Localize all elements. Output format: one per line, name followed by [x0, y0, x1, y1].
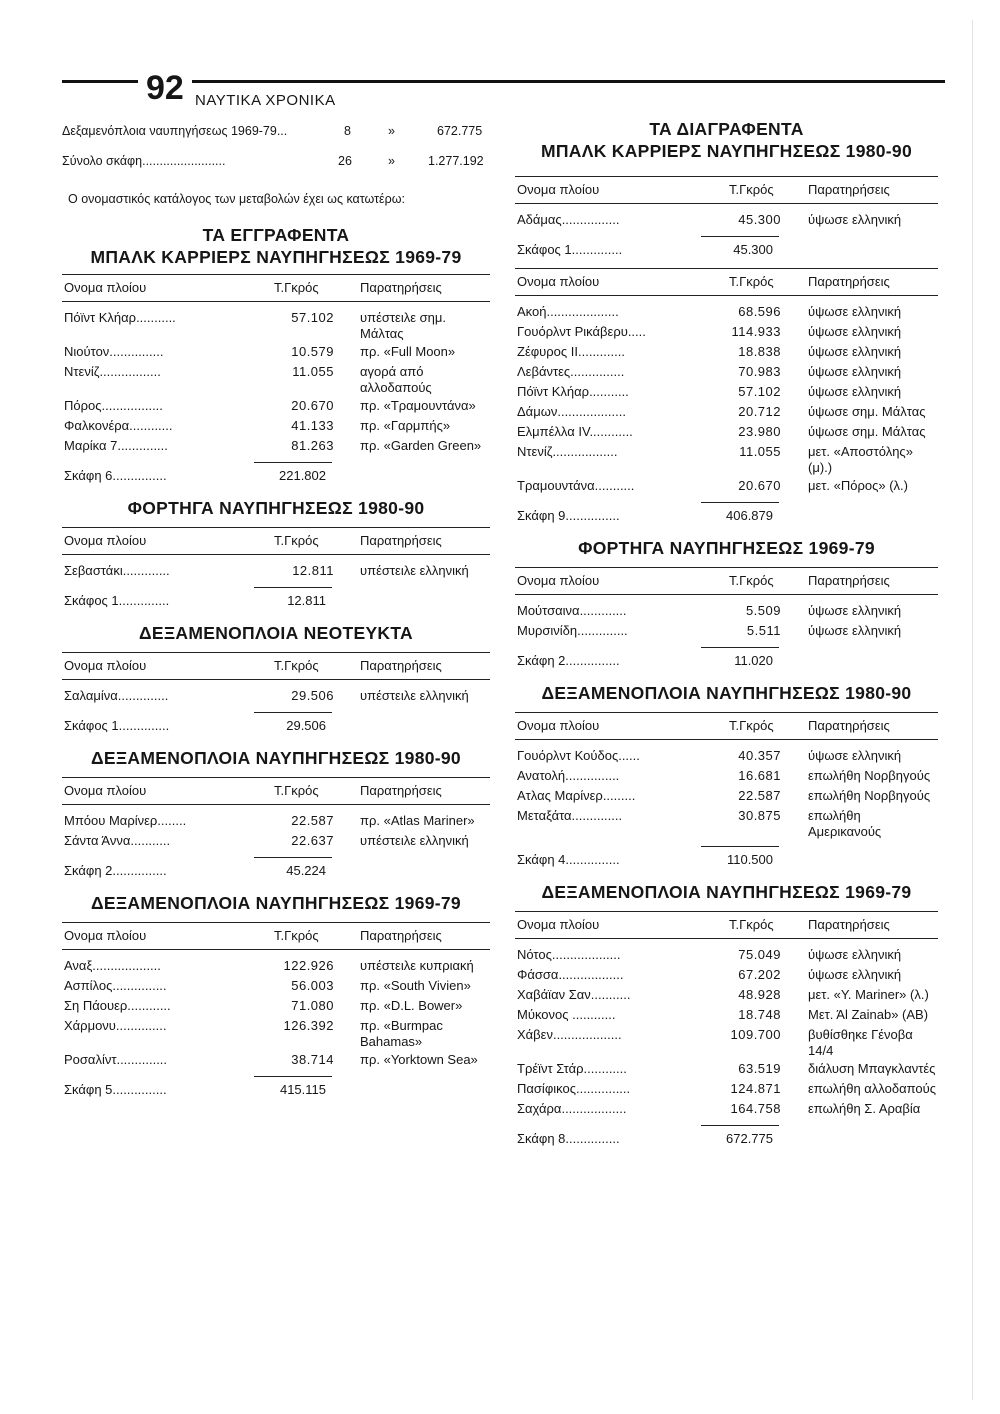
gross-tonnage: 20.712 [738, 404, 781, 419]
table-spacer [62, 302, 490, 308]
total-grt: 29.506 [286, 718, 326, 733]
column-header-name: Ονομα πλοίου [517, 917, 600, 932]
remarks: μετ. «Αποστόλης» (μ).) [808, 444, 913, 475]
table-row [515, 987, 938, 1005]
main-heading-line2: ΜΠΑΛΚ ΚΑΡΡΙΕΡΣ ΝΑΥΠΗΓΗΣΕΩΣ 1969-79 [90, 247, 462, 267]
table-row [515, 444, 938, 476]
gross-tonnage: 18.748 [738, 1007, 781, 1022]
intro-note: Ο ονομαστικός κατάλογος των μεταβολών έχει ως κατωτέρω: [68, 192, 405, 206]
total-grt: 110.500 [726, 852, 773, 867]
ship-name: Μυρσινίδη.............. [517, 623, 628, 638]
table-header [515, 712, 938, 740]
table-row [62, 563, 490, 581]
summary-row [62, 148, 490, 178]
ship-name: Ροσαλίντ.............. [64, 1052, 168, 1067]
ship-name: Σάντα Άννα........... [64, 833, 171, 848]
ship-name: Ντενίζ................. [64, 364, 161, 379]
remarks: ύψωσε σημ. Μάλτας [808, 404, 926, 419]
remarks: πρ. «Τραμουντάνα» [360, 398, 476, 413]
ship-name: Πασίφικος............... [517, 1081, 631, 1096]
right-column [515, 118, 938, 1151]
table-row [515, 324, 938, 342]
table-row [515, 478, 938, 496]
ship-name: Ση Πάουερ............ [64, 998, 171, 1013]
ship-name: Σαχάρα.................. [517, 1101, 627, 1116]
gross-tonnage: 20.670 [291, 398, 334, 413]
table-row [515, 424, 938, 442]
ship-name: Φαλκονέρα............ [64, 418, 173, 433]
ship-name: Γουόρλντ Ρικάβερυ..... [517, 324, 646, 339]
gross-tonnage: 126.392 [283, 1018, 334, 1033]
remarks: επωλήθη Αμερικανούς [808, 808, 882, 839]
remarks: ύψωσε ελληνική [808, 967, 902, 982]
remarks: υπέστειλε σημ. Μάλτας [360, 310, 446, 341]
ship-name: Σαλαμίνα.............. [64, 688, 169, 703]
table-header [62, 274, 490, 302]
remarks: διάλυση Μπαγκλαντές [808, 1061, 936, 1076]
ship-name: Τρέϊντ Στάρ............ [517, 1061, 627, 1076]
ship-name: Χάβεν................... [517, 1027, 622, 1042]
table-section [515, 882, 938, 1151]
total-label: Σκάφη 9............... [517, 508, 620, 523]
table-section [62, 274, 490, 488]
table-row [515, 1027, 938, 1059]
column-header-remarks: Παρατηρήσεις [360, 928, 442, 943]
gross-tonnage: 11.055 [739, 444, 781, 459]
ship-name: Δάμων................... [517, 404, 626, 419]
table-row [62, 438, 490, 456]
remarks: μετ. «Πόρος» (λ.) [808, 478, 908, 493]
table-header [515, 268, 938, 296]
section-title: ΔΕΞΑΜΕΝΟΠΛΟΙΑ ΝΕΟΤΕΥΚΤΑ [139, 623, 413, 643]
total-rule [515, 1119, 938, 1129]
section-total [515, 850, 938, 872]
gross-tonnage: 29.506 [291, 688, 334, 703]
section-title: ΔΕΞΑΜΕΝΟΠΛΟΙΑ ΝΑΥΠΗΓΗΣΕΩΣ 1980-90 [541, 683, 912, 703]
remarks: πρ. «Atlas Mariner» [360, 813, 475, 828]
table-spacer [515, 740, 938, 746]
remarks: ύψωσε ελληνική [808, 748, 902, 763]
table-spacer [62, 950, 490, 956]
total-rule [515, 496, 938, 506]
gross-tonnage: 70.983 [738, 364, 781, 379]
gross-tonnage: 38.714 [291, 1052, 334, 1067]
table-row [62, 364, 490, 396]
table-row [515, 768, 938, 786]
total-label: Σκάφη 8............... [517, 1131, 620, 1146]
ship-name: Χάρμονυ.............. [64, 1018, 167, 1033]
gross-tonnage: 11.055 [292, 364, 334, 379]
total-rule [515, 641, 938, 651]
total-rule-line [254, 462, 332, 463]
table-row [62, 418, 490, 436]
summary-count: 26 [338, 154, 352, 168]
section-title: ΦΟΡΤΗΓΑ ΝΑΥΠΗΓΗΣΕΩΣ 1969-79 [578, 538, 875, 558]
summary-label: Δεξαμενόπλοια ναυπηγήσεως 1969-79... [62, 124, 288, 138]
table-row [62, 833, 490, 851]
scan-edge [972, 20, 973, 1400]
remarks: πρ. «Full Moon» [360, 344, 456, 359]
table-row [62, 813, 490, 831]
page-number: 92 [138, 70, 192, 106]
gross-tonnage: 5.509 [745, 603, 781, 618]
remarks: ύψωσε ελληνική [808, 364, 902, 379]
table-spacer [515, 939, 938, 945]
remarks: πρ. «D.L. Bower» [360, 998, 463, 1013]
gross-tonnage: 81.263 [291, 438, 334, 453]
remarks: ύψωσε ελληνική [808, 623, 902, 638]
remarks: ύψωσε σημ. Μάλτας [808, 424, 926, 439]
column-header-grt: Τ.Γκρός [274, 928, 319, 943]
column-header-grt: Τ.Γκρός [729, 182, 774, 197]
total-grt: 45.224 [286, 863, 326, 878]
total-label: Σκάφος 1.............. [64, 718, 170, 733]
column-header-remarks: Παρατηρήσεις [360, 658, 442, 673]
remarks: πρ. «South Vivien» [360, 978, 471, 993]
table-spacer [62, 555, 490, 561]
table-row [62, 398, 490, 416]
column-header-remarks: Παρατηρήσεις [360, 533, 442, 548]
column-header-name: Ονομα πλοίου [64, 533, 147, 548]
table-section [515, 268, 938, 528]
table-row [515, 1101, 938, 1119]
gross-tonnage: 56.003 [291, 978, 334, 993]
column-header-grt: Τ.Γκρός [274, 783, 319, 798]
ship-name: Πόϊντ Κλήαρ........... [64, 310, 176, 325]
ship-name: Ανατολή............... [517, 768, 620, 783]
table-row [515, 404, 938, 422]
left-column [62, 118, 490, 1102]
column-header-remarks: Παρατηρήσεις [808, 573, 890, 588]
column-header-grt: Τ.Γκρός [729, 274, 774, 289]
remarks: επωλήθη Σ. Αραβία [808, 1101, 921, 1116]
table-row [62, 958, 490, 976]
ship-name: Ντενίζ.................. [517, 444, 618, 459]
table-header [515, 176, 938, 204]
ship-name: Ζέφυρος ΙΙ............. [517, 344, 625, 359]
table-section [515, 683, 938, 872]
remarks: βυθίσθηκε Γένοβα 14/4 [808, 1027, 913, 1058]
gross-tonnage: 75.049 [738, 947, 781, 962]
ship-name: Μύκονος ............ [517, 1007, 616, 1022]
table-row [515, 1081, 938, 1099]
table-row [62, 978, 490, 996]
gross-tonnage: 124.871 [730, 1081, 781, 1096]
gross-tonnage: 23.980 [738, 424, 781, 439]
gross-tonnage: 41.133 [291, 418, 334, 433]
total-grt: 11.020 [734, 653, 773, 668]
table-row [515, 384, 938, 402]
total-label: Σκάφη 5............... [64, 1082, 167, 1097]
table-spacer [515, 204, 938, 210]
total-rule-line [701, 647, 779, 648]
gross-tonnage: 5.511 [746, 623, 781, 638]
total-rule [515, 840, 938, 850]
column-header-remarks: Παρατηρήσεις [808, 917, 890, 932]
remarks: υπέστειλε ελληνική [360, 688, 469, 703]
table-section [62, 623, 490, 738]
table-row [62, 998, 490, 1016]
remarks: πρ. «Garden Green» [360, 438, 482, 453]
remarks: Μετ. Άl Zainab» (ΑΒ) [808, 1007, 929, 1022]
gross-tonnage: 40.357 [738, 748, 781, 763]
total-grt: 406.879 [726, 508, 773, 523]
section-total [62, 591, 490, 613]
section-title: ΔΕΞΑΜΕΝΟΠΛΟΙΑ ΝΑΥΠΗΓΗΣΕΩΣ 1969-79 [91, 893, 461, 913]
ship-name: Φάσσα.................. [517, 967, 624, 982]
column-header-name: Ονομα πλοίου [517, 718, 600, 733]
ship-name: Ασπίλος............... [64, 978, 167, 993]
table-row [62, 344, 490, 362]
gross-tonnage: 30.875 [738, 808, 781, 823]
gross-tonnage: 114.933 [731, 324, 781, 339]
column-header-remarks: Παρατηρήσεις [360, 280, 442, 295]
gross-tonnage: 12.811 [292, 563, 334, 578]
gross-tonnage: 22.587 [738, 788, 781, 803]
ship-name: Χαβάϊαν Σαν........... [517, 987, 631, 1002]
gross-tonnage: 57.102 [738, 384, 781, 399]
total-rule-line [254, 1076, 332, 1077]
remarks: μετ. «Υ. Mariner» (λ.) [808, 987, 929, 1002]
total-grt: 415.115 [279, 1082, 326, 1097]
remarks: επωλήθη Νορβηγούς [808, 768, 931, 783]
total-label: Σκάφη 4............... [517, 852, 620, 867]
table-section [62, 498, 490, 613]
gross-tonnage: 22.637 [291, 833, 334, 848]
remarks: ύψωσε ελληνική [808, 384, 902, 399]
column-header-name: Ονομα πλοίου [517, 182, 600, 197]
publication-title: ΝΑΥΤΙΚΑ ΧΡΟΝΙΚΑ [195, 92, 336, 109]
gross-tonnage: 45.300 [738, 212, 781, 227]
table-spacer [62, 680, 490, 686]
ship-name: Αναξ................... [64, 958, 161, 973]
remarks: πρ. «Γαρμπής» [360, 418, 451, 433]
section-total [62, 1080, 490, 1102]
total-rule-line [254, 712, 332, 713]
total-rule-line [254, 587, 332, 588]
header-rule [62, 80, 945, 83]
total-grt: 45.300 [733, 242, 773, 257]
total-rule-line [701, 1125, 779, 1126]
section-total [62, 716, 490, 738]
table-row [515, 967, 938, 985]
table-row [515, 623, 938, 641]
ship-name: Πόρος................. [64, 398, 163, 413]
total-label: Σκάφος 1.............. [64, 593, 170, 608]
remarks: ύψωσε ελληνική [808, 344, 902, 359]
summary-grt: 1.277.192 [428, 154, 484, 168]
table-row [62, 1018, 490, 1050]
ship-name: Αδάμας................ [517, 212, 620, 227]
total-label: Σκάφη 2............... [517, 653, 620, 668]
column-header-name: Ονομα πλοίου [64, 928, 147, 943]
total-grt: 672.775 [726, 1131, 773, 1146]
main-heading-line1: ΤΑ ΔΙΑΓΡΑΦΕΝΤΑ [649, 119, 804, 139]
ship-name: Μαρίκα 7.............. [64, 438, 168, 453]
total-label: Σκάφη 6............... [64, 468, 167, 483]
table-row [515, 1007, 938, 1025]
column-header-name: Ονομα πλοίου [64, 783, 147, 798]
table-row [62, 310, 490, 342]
table-row [515, 1061, 938, 1079]
summary-mark: » [388, 124, 395, 138]
summary-row [62, 118, 490, 148]
total-rule [62, 851, 490, 861]
column-header-grt: Τ.Γκρός [729, 917, 774, 932]
column-header-grt: Τ.Γκρός [274, 280, 319, 295]
total-grt: 221.802 [279, 468, 326, 483]
remarks: ύψωσε ελληνική [808, 947, 902, 962]
gross-tonnage: 71.080 [291, 998, 334, 1013]
section-title: ΦΟΡΤΗΓΑ ΝΑΥΠΗΓΗΣΕΩΣ 1980-90 [127, 498, 425, 518]
gross-tonnage: 63.519 [738, 1061, 781, 1076]
ship-name: Ελμπέλλα IV............ [517, 424, 633, 439]
column-header-name: Ονομα πλοίου [64, 280, 147, 295]
table-section [515, 538, 938, 673]
ship-name: Γουόρλντ Κούδος...... [517, 748, 640, 763]
table-spacer [515, 595, 938, 601]
section-title: ΔΕΞΑΜΕΝΟΠΛΟΙΑ ΝΑΥΠΗΓΗΣΕΩΣ 1980-90 [91, 748, 461, 768]
table-header [62, 527, 490, 555]
section-total [62, 466, 490, 488]
remarks: ύψωσε ελληνική [808, 212, 902, 227]
total-rule [62, 1070, 490, 1080]
gross-tonnage: 22.587 [291, 813, 334, 828]
ship-name: Τραμουντάνα........... [517, 478, 635, 493]
summary-count: 8 [344, 124, 351, 138]
table-header [62, 777, 490, 805]
column-header-grt: Τ.Γκρός [274, 533, 319, 548]
column-header-remarks: Παρατηρήσεις [808, 274, 890, 289]
gross-tonnage: 164.758 [730, 1101, 781, 1116]
main-heading-line1: ΤΑ ΕΓΓΡΑΦΕΝΤΑ [202, 225, 350, 245]
section-title: ΔΕΞΑΜΕΝΟΠΛΟΙΑ ΝΑΥΠΗΓΗΣΕΩΣ 1969-79 [541, 882, 912, 902]
remarks: πρ. «Yorktown Sea» [360, 1052, 478, 1067]
total-rule-line [701, 236, 779, 237]
total-grt: 12.811 [287, 593, 326, 608]
summary-mark: » [388, 154, 395, 168]
table-row [62, 688, 490, 706]
gross-tonnage: 20.670 [738, 478, 781, 493]
ship-name: Νότος................... [517, 947, 621, 962]
total-rule [62, 456, 490, 466]
section-total [515, 651, 938, 673]
table-row [515, 748, 938, 766]
column-header-name: Ονομα πλοίου [64, 658, 147, 673]
remarks: υπέστειλε κυπριακή [360, 958, 474, 973]
remarks: επωλήθη αλλοδαπούς [808, 1081, 936, 1096]
total-label: Σκάφη 2............... [64, 863, 167, 878]
summary-grt: 672.775 [437, 124, 483, 138]
gross-tonnage: 57.102 [291, 310, 334, 325]
table-section [515, 176, 938, 262]
ship-name: Μούτσαινα............. [517, 603, 627, 618]
remarks: ύψωσε ελληνική [808, 324, 902, 339]
total-rule [62, 581, 490, 591]
right-sections [515, 176, 938, 1151]
gross-tonnage: 67.202 [738, 967, 781, 982]
column-header-name: Ονομα πλοίου [517, 274, 600, 289]
summary-label: Σύνολο σκάφη........................ [62, 154, 226, 168]
gross-tonnage: 48.928 [738, 987, 781, 1002]
table-header [62, 652, 490, 680]
gross-tonnage: 122.926 [283, 958, 334, 973]
column-header-remarks: Παρατηρήσεις [808, 718, 890, 733]
table-row [515, 788, 938, 806]
column-header-remarks: Παρατηρήσεις [808, 182, 890, 197]
remarks: πρ. «Burmpac Bahamas» [360, 1018, 443, 1049]
section-total [62, 861, 490, 883]
main-heading-line2: ΜΠΑΛΚ ΚΑΡΡΙΕΡΣ ΝΑΥΠΗΓΗΣΕΩΣ 1980-90 [540, 141, 912, 161]
table-header [515, 567, 938, 595]
section-total [515, 506, 938, 528]
table-section [62, 893, 490, 1102]
remarks: ύψωσε ελληνική [808, 603, 902, 618]
ship-name: Νιούτον............... [64, 344, 164, 359]
gross-tonnage: 18.838 [738, 344, 781, 359]
table-row [62, 1052, 490, 1070]
table-row [515, 947, 938, 965]
section-total [515, 1129, 938, 1151]
column-header-name: Ονομα πλοίου [517, 573, 600, 588]
gross-tonnage: 68.596 [738, 304, 781, 319]
remarks: επωλήθη Νορβηγούς [808, 788, 931, 803]
total-rule-line [701, 502, 779, 503]
table-row [515, 364, 938, 382]
total-label: Σκάφος 1.............. [517, 242, 623, 257]
table-header [515, 911, 938, 939]
ship-name: Μεταξάτα.............. [517, 808, 623, 823]
column-header-grt: Τ.Γκρός [274, 658, 319, 673]
section-total [515, 240, 938, 262]
total-rule-line [254, 857, 332, 858]
remarks: υπέστειλε ελληνική [360, 833, 469, 848]
gross-tonnage: 16.681 [738, 768, 781, 783]
gross-tonnage: 109.700 [730, 1027, 781, 1042]
total-rule-line [701, 846, 779, 847]
table-spacer [62, 805, 490, 811]
ship-name: Μπόου Μαρίνερ........ [64, 813, 187, 828]
total-rule [515, 230, 938, 240]
table-section [62, 748, 490, 883]
column-header-grt: Τ.Γκρός [729, 718, 774, 733]
left-sections [62, 274, 490, 1102]
column-header-remarks: Παρατηρήσεις [360, 783, 442, 798]
total-rule [62, 706, 490, 716]
table-row [515, 212, 938, 230]
ship-name: Ακοή.................... [517, 304, 619, 319]
ship-name: Ατλας Μαρίνερ......... [517, 788, 636, 803]
column-header-grt: Τ.Γκρός [729, 573, 774, 588]
remarks: υπέστειλε ελληνική [360, 563, 469, 578]
table-row [515, 603, 938, 621]
ship-name: Λεβάντες............... [517, 364, 625, 379]
table-header [62, 922, 490, 950]
gross-tonnage: 10.579 [291, 344, 334, 359]
remarks: αγορά από αλλοδαπούς [360, 364, 432, 395]
remarks: ύψωσε ελληνική [808, 304, 902, 319]
table-row [515, 808, 938, 840]
ship-name: Πόϊντ Κλήαρ........... [517, 384, 629, 399]
table-spacer [515, 296, 938, 302]
table-row [515, 304, 938, 322]
table-row [515, 344, 938, 362]
ship-name: Σεβαστάκι............. [64, 563, 170, 578]
